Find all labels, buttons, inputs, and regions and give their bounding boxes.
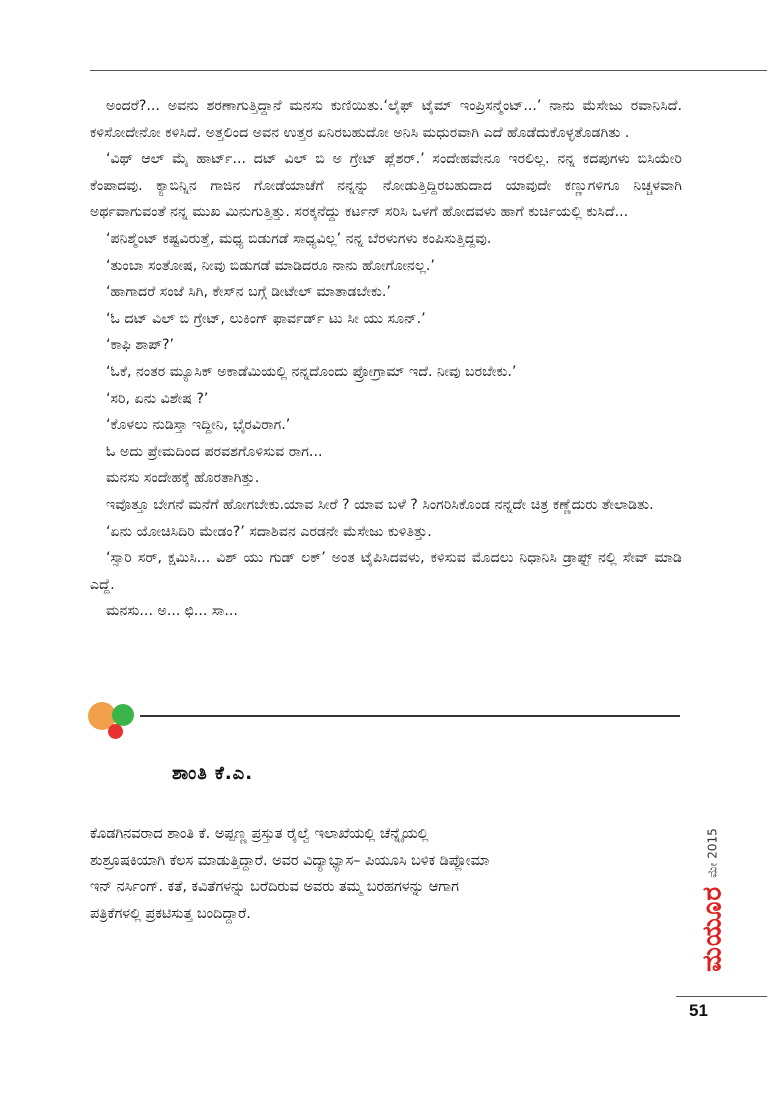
bio-line: ಪತ್ರಿಕೆಗಳಲ್ಲಿ ಪ್ರಕಟಿಸುತ್ತ ಬಂದಿದ್ದಾರೆ. <box>90 905 251 922</box>
story-paragraph: ‘ತುಂಬಾ ಸಂತೋಷ, ನೀವು ಬಿಡುಗಡೆ ಮಾಡಿದರೂ ನಾನು ಹೋಗೋನಲ್ಲ.’ <box>106 257 435 274</box>
section-divider <box>140 715 680 717</box>
story-paragraph: ‘ವಿಥ್ ಆಲ್ ಮೈ ಹಾರ್ಟ್... ದಟ್ ವಿಲ್ ಬಿ ಅ ಗ್ರೇಟ್ ಪ್ಲೆಶರ್.’ ಸಂದೇಹವೇನೂ ಇರಲಿಲ್ಲ. ನನ್ನ ಕದಪುಗಳು ಬಿಸಿಯೇರಿ ಕೆಂಪಾದವು. ಕ್ಯಾಬಿನ್ನಿನ ಗಾಜಿನ ಗೋಡೆಯಾಚೆಗೆ ನನ್ನನ್ನು ನೋಡುತ್ತಿದ್ದಿರಬಹುದಾದ ಯಾವುದೇ ಕಣ್ಣುಗಳಿಗೂ ನಿಚ್ಚಳವಾಗಿ ಅರ್ಥವಾಗುವಂತೆ ನನ್ನ ಮುಖ ಮಿನುಗುತ್ತಿತ್ತು. ಸರಕ್ಕನೆದ್ದು ಕರ್ಟನ್ ಸರಿಸಿ ಒಳಗೆ ಹೋದವಳು ಹಾಗೆ ಕುರ್ಚಿಯಲ್ಲಿ ಕುಸಿದೆ... <box>90 151 682 221</box>
story-paragraph: ಇವೊತ್ತೂ ಬೇಗನೆ ಮನೆಗೆ ಹೋಗಬೇಕು.ಯಾವ ಸೀರೆ ? ಯಾವ ಬಳೆ ? ಸಿಂಗರಿಸಿಕೊಂಡ ನನ್ನದೇ ಚಿತ್ರ ಕಣ್ಣೆದುರು ತೇಲಾಡಿತು. <box>106 496 654 513</box>
bio-line: ಶುಶ್ರೂಷಕಿಯಾಗಿ ಕೆಲಸ ಮಾಡುತ್ತಿದ್ದಾರೆ. ಅವರ ವಿದ್ಯಾಭ್ಯಾಸ– ಪಿಯೂಸಿ ಬಳಿಕ ಡಿಪ್ಲೋಮಾ <box>90 852 490 869</box>
magazine-name: ಮಯೂರ <box>697 885 728 972</box>
story-paragraph: ‘ಕಾಫಿ ಶಾಪ್?’ <box>106 337 175 354</box>
story-paragraph: ಮನಸು ಸಂದೇಹಕ್ಕೆ ಹೊರತಾಗಿತ್ತು. <box>106 470 260 487</box>
page-number: 51 <box>689 1001 708 1020</box>
story-paragraph: ಓ ಅದು ಪ್ರೇಮದಿಂದ ಪರವಶಗೊಳಿಸುವ ರಾಗ... <box>106 443 323 460</box>
author-name: ಶಾಂತಿ ಕೆ.ಎ. <box>172 763 254 784</box>
story-paragraph: ‘ಪನಿಶ್ಮೆಂಟ್ ಕಷ್ಟವಿರುತ್ತೆ, ಮಧ್ಯ ಬಿಡುಗಡೆ ಸಾಧ್ಯವಿಲ್ಲ’ ನನ್ನ ಬೆರಳುಗಳು ಕಂಪಿಸುತ್ತಿದ್ದವು. <box>106 230 492 247</box>
decorative-dots-icon <box>88 702 140 744</box>
story-text <box>90 93 682 625</box>
magazine-tag <box>688 820 738 980</box>
issue-date: ಮೇ 2015 <box>705 828 720 878</box>
story-paragraph: ‘ಓಕೆ, ನಂತರ ಮ್ಯೂಸಿಕ್ ಅಕಾಡೆಮಿಯಲ್ಲಿ ನನ್ನದೊಂದು ಪ್ರೋಗ್ರಾಮ್ ಇದೆ. ನೀವು ಬರಬೇಕು.’ <box>106 363 517 380</box>
story-paragraph: ‘ಕೊಳಲು ನುಡಿಸ್ತಾ ಇದ್ದೀನಿ, ಭೈರವಿರಾಗ.’ <box>106 417 291 434</box>
story-paragraph: ‘ಓ ದಟ್ ವಿಲ್ ಬಿ ಗ್ರೇಟ್, ಲುಕಿಂಗ್ ಫಾರ್ವರ್ಡ್ ಟು ಸೀ ಯು ಸೂನ್.’ <box>106 310 426 327</box>
story-paragraph: ಅಂದರೆ?... ಅವನು ಶರಣಾಗುತ್ತಿದ್ದಾನೆ ಮನಸು ಕುಣಿಯಿತು.‘ಲೈಫ್ ಟೈಮ್ ಇಂಪ್ರಿಸನ್ಮೆಂಟ್...’ ನಾನು ಮೆಸೇಜು ರವಾನಿಸಿದೆ. ಕಳಿಸೋದೇನೋ ಕಳಿಸಿದೆ. ಅತ್ತಲಿಂದ ಅವನ ಉತ್ತರ ಏನಿರಬಹುದೋ ಅನಿಸಿ ಮಧುರವಾಗಿ ಎದೆ ಹೊಡೆದುಕೊಳ್ಳತೊಡಗಿತು . <box>90 98 682 141</box>
story-paragraph: ‘ಸರಿ, ಏನು ವಿಶೇಷ ?’ <box>106 390 209 407</box>
top-rule <box>90 70 767 71</box>
green-dot-icon <box>112 704 134 726</box>
story-paragraph: ‘ಸ್ಸಾರಿ ಸರ್, ಕ್ಷಮಿಸಿ... ವಿಶ್ ಯು ಗುಡ್ ಲಕ್’ ಅಂತ ಟೈಪಿಸಿದವಳು, ಕಳಿಸುವ ಮೊದಲು ನಿಧಾನಿಸಿ ಡ್ರಾಫ್ಟ್ ನಲ್ಲಿ ಸೇವ್ ಮಾಡಿ ಎದ್ದೆ. <box>90 550 682 593</box>
red-dot-icon <box>108 724 123 739</box>
bio-line: ಇನ್ ನರ್ಸಿಂಗ್. ಕತೆ, ಕವಿತೆಗಳನ್ನು ಬರೆದಿರುವ ಅವರು ತಮ್ಮ ಬರಹಗಳನ್ನು ಆಗಾಗ <box>90 879 459 896</box>
author-bio <box>90 821 610 927</box>
story-paragraph: ಮನಸು... ಅ... ಛಿ... ಸಾ... <box>106 603 238 620</box>
story-paragraph: ‘ಹಾಗಾದರೆ ಸಂಜೆ ಸಿಗಿ, ಕೇಸ್‌ನ ಬಗ್ಗೆ ಡೀಟೇಲ್ ಮಾತಾಡಬೇಕು.’ <box>106 284 391 301</box>
story-paragraph: ‘ಏನು ಯೋಚಿಸಿದಿರಿ ಮೇಡಂ?’ ಸದಾಶಿವನ ಎರಡನೇ ಮೆಸೇಜು ಕುಳಿತಿತ್ತು. <box>106 523 432 540</box>
bio-line: ಕೊಡಗಿನವರಾದ ಶಾಂತಿ ಕೆ. ಅಪ್ಪಣ್ಣ ಪ್ರಸ್ತುತ ರೈಲ್ವೆ ಇಲಾಖೆಯಲ್ಲಿ ಚೆನ್ನೈಯಲ್ಲಿ <box>90 826 429 842</box>
footer-rule <box>676 996 767 997</box>
